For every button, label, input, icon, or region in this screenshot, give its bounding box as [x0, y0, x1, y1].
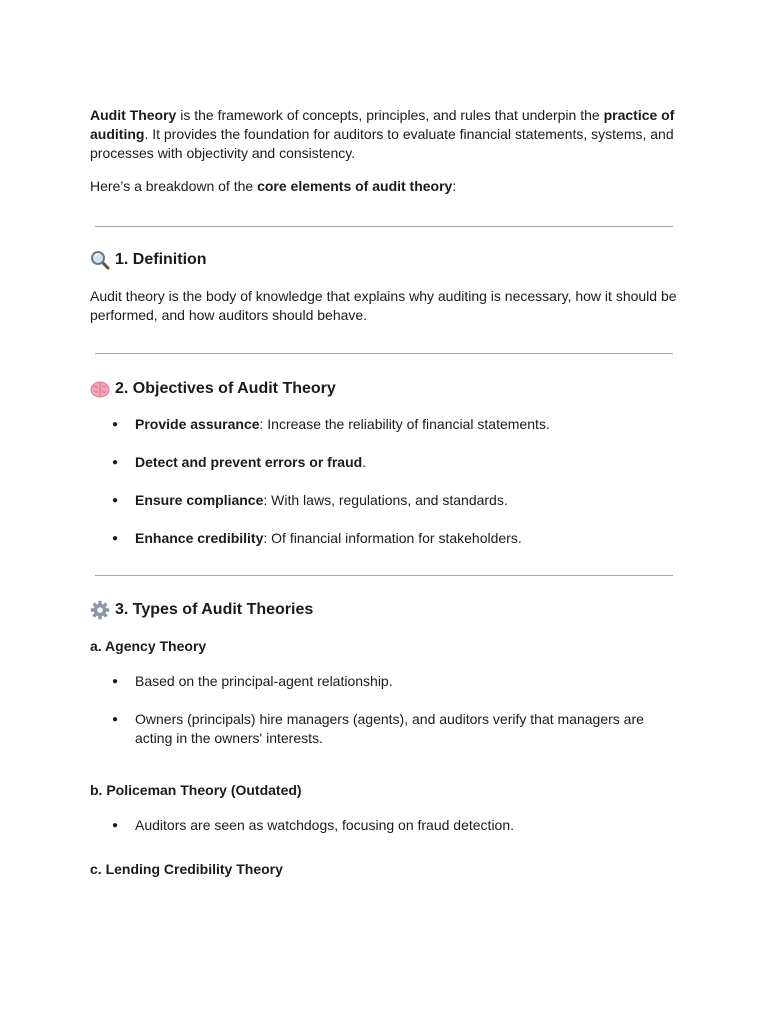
- breakdown-text: :: [452, 178, 457, 194]
- gear-icon: [90, 600, 110, 620]
- item-text: .: [362, 454, 367, 470]
- agency-theory-list: [90, 672, 680, 748]
- intro-text: is the framework of concepts, principles, and rules that underpin the: [176, 107, 604, 123]
- policeman-theory-list: [90, 816, 680, 835]
- breakdown-paragraph: [90, 177, 680, 196]
- subheading-policeman-theory: b. Policeman Theory (Outdated): [90, 782, 302, 798]
- item-text: : Increase the reliability of financial statements.: [259, 416, 550, 432]
- objectives-list: [90, 415, 680, 548]
- breakdown-text: Here’s a breakdown of the: [90, 178, 258, 194]
- intro-emphasis: practice of auditing: [90, 107, 675, 142]
- section-title: 2. Objectives of Audit Theory: [115, 380, 336, 397]
- item-term: Ensure compliance: [135, 492, 264, 508]
- divider: [95, 226, 673, 227]
- intro-term: Audit Theory: [90, 107, 177, 123]
- list-item: [90, 453, 680, 472]
- item-term: Enhance credibility: [135, 530, 264, 546]
- subheading-agency-theory: a. Agency Theory: [90, 638, 207, 654]
- intro-paragraph: [90, 106, 680, 163]
- list-item: ● Based on the principal-agent relationship.: [90, 672, 680, 691]
- document: [90, 106, 680, 879]
- breakdown-emphasis: core elements of audit theory: [257, 178, 453, 194]
- list-item: [90, 415, 680, 434]
- magnifier-icon: [90, 250, 110, 270]
- item-term: Detect and prevent errors or fraud: [135, 454, 363, 470]
- divider: [95, 353, 673, 354]
- list-item: ● Auditors are seen as watchdogs, focusing on fraud detection.: [90, 816, 680, 835]
- section-heading-objectives: [90, 379, 680, 399]
- section-heading-types: [90, 600, 680, 620]
- list-item: [90, 529, 680, 548]
- item-term: Provide assurance: [135, 416, 260, 432]
- subheading-lending-credibility-theory: c. Lending Credibility Theory: [90, 861, 283, 877]
- section-title: 3. Types of Audit Theories: [115, 601, 314, 618]
- divider: [95, 575, 673, 576]
- definition-body: Audit theory is the body of knowledge that explains why auditing is necessary, how it should be performed, and how auditors should behave.: [90, 288, 677, 323]
- brain-icon: [90, 379, 110, 399]
- list-item: ● Owners (principals) hire managers (agents), and auditors verify that managers are acting in the owners' interests.: [90, 710, 680, 748]
- section-title: 1. Definition: [115, 251, 207, 268]
- item-text: : Of financial information for stakeholders.: [263, 530, 522, 546]
- section-heading-definition: [90, 250, 680, 270]
- list-item: [90, 491, 680, 510]
- intro-text: . It provides the foundation for auditors to evaluate financial statements, systems, and processes with objectivity and consistency.: [90, 126, 674, 161]
- item-text: : With laws, regulations, and standards.: [263, 492, 508, 508]
